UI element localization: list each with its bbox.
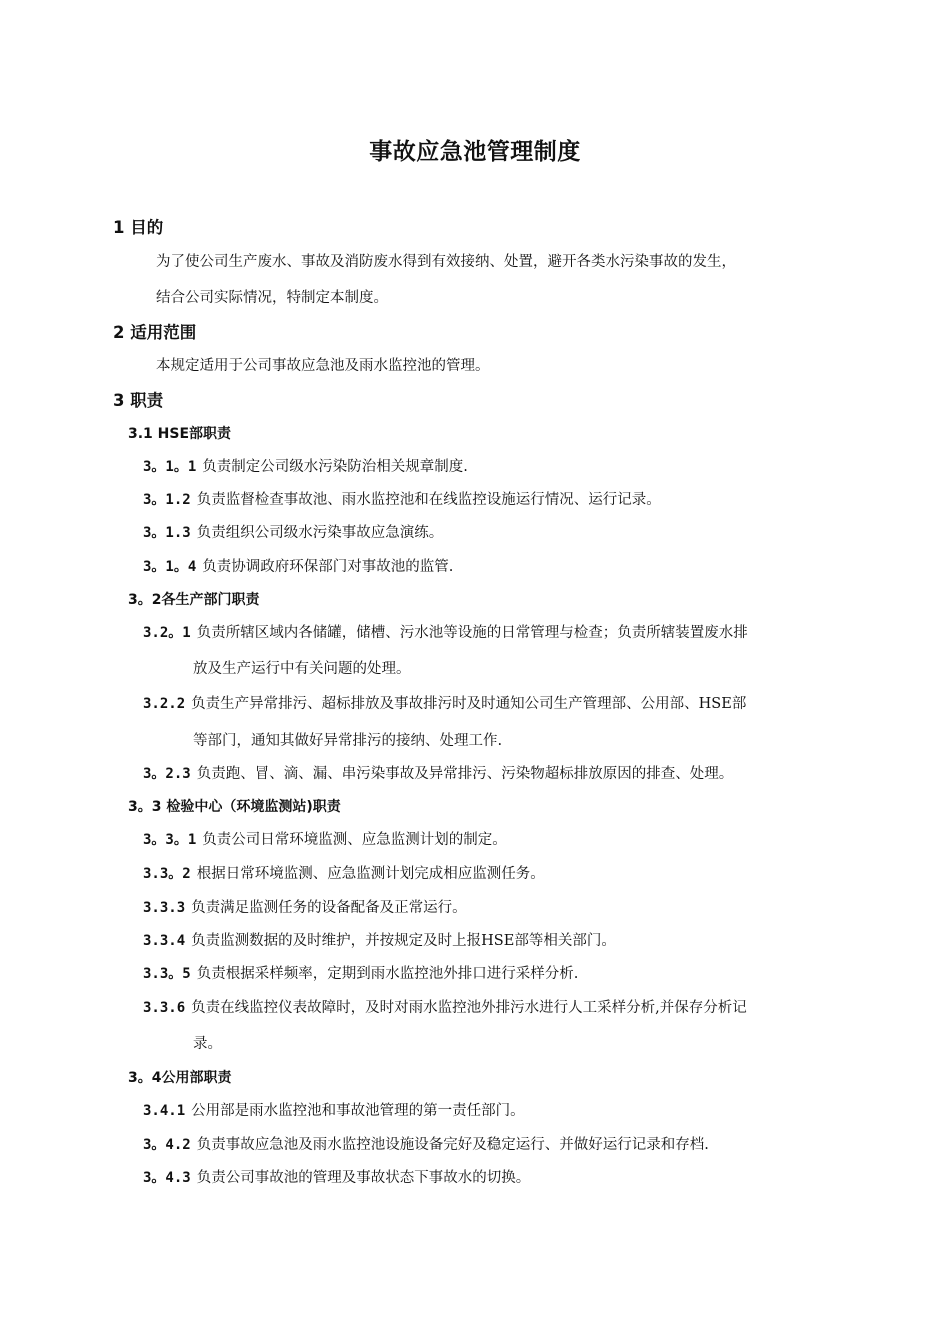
item-number: 3.3.6	[143, 1000, 186, 1016]
list-item	[143, 762, 733, 783]
list-item	[143, 455, 468, 476]
document-title: 事故应急池管理制度	[369, 139, 581, 165]
list-item	[143, 488, 661, 509]
item-text: 根据日常环境监测、应急监测计划完成相应监测任务。	[196, 866, 545, 882]
list-item	[143, 1133, 709, 1154]
item-number: 3。1。1	[143, 459, 197, 475]
list-item	[143, 521, 443, 542]
list-item	[143, 962, 578, 983]
item-number: 3。4.2	[143, 1137, 191, 1153]
item-text: 负责监督检查事故池、雨水监控池和在线监控设施运行情况、运行记录。	[196, 492, 661, 508]
item-text: 负责组织公司级水污染事故应急演练。	[196, 525, 444, 541]
subsection-3-2-heading: 3。2各生产部门职责	[128, 592, 260, 608]
item-number: 3.2.2	[143, 696, 186, 712]
item-text: 负责监测数据的及时维护，并按规定及时上报HSE部等相关部门。	[191, 933, 616, 949]
item-continuation: 等部门，通知其做好异常排污的接纳、处理工作.	[193, 733, 503, 749]
item-number: 3.3.3	[143, 900, 186, 916]
subsection-3-4-heading: 3。4公用部职责	[128, 1070, 232, 1086]
item-number: 3。1。4	[143, 559, 197, 575]
item-text: 负责事故应急池及雨水监控池设施设备完好及稳定运行、并做好运行记录和存档.	[196, 1137, 709, 1153]
item-number: 3。4.3	[143, 1170, 191, 1186]
item-number: 3.3。2	[143, 866, 191, 882]
item-number: 3.4.1	[143, 1103, 186, 1119]
section-1-line-2: 结合公司实际情况，特制定本制度。	[156, 290, 388, 306]
list-item	[143, 692, 746, 713]
list-item	[143, 996, 747, 1017]
section-3-heading: 3 职责	[113, 391, 164, 410]
item-number: 3。1.3	[143, 525, 191, 541]
list-item	[143, 862, 545, 883]
list-item	[143, 621, 748, 642]
item-number: 3.3。5	[143, 966, 191, 982]
item-number: 3。2.3	[143, 766, 191, 782]
item-number: 3。3。1	[143, 832, 197, 848]
item-text: 负责制定公司级水污染防治相关规章制度.	[202, 459, 468, 475]
subsection-3-3-heading: 3。3 检验中心（环境监测站)职责	[128, 799, 341, 815]
list-item	[143, 1166, 530, 1187]
section-1-heading: 1 目的	[113, 218, 164, 237]
section-2-heading: 2 适用范围	[113, 323, 197, 342]
item-text: 负责满足监测任务的设备配备及正常运行。	[191, 900, 467, 916]
section-2-line-1: 本规定适用于公司事故应急池及雨水监控池的管理。	[156, 358, 490, 374]
item-number: 3。1.2	[143, 492, 191, 508]
list-item	[143, 1099, 525, 1120]
item-text: 负责协调政府环保部门对事故池的监管.	[202, 559, 454, 575]
item-text: 负责公司事故池的管理及事故状态下事故水的切换。	[196, 1170, 531, 1186]
item-text: 公用部是雨水监控池和事故池管理的第一责任部门。	[191, 1103, 525, 1119]
section-1-line-1: 为了使公司生产废水、事故及消防废水得到有效接纳、处置，避开各类水污染事故的发生，	[156, 254, 736, 270]
item-continuation: 放及生产运行中有关问题的处理。	[193, 661, 411, 677]
item-number: 3.2。1	[143, 625, 191, 641]
item-text: 负责生产异常排污、超标排放及事故排污时及时通知公司生产管理部、公用部、HSE部	[191, 696, 747, 712]
item-text: 负责根据采样频率，定期到雨水监控池外排口进行采样分析.	[196, 966, 579, 982]
list-item	[143, 555, 453, 576]
list-item	[143, 896, 467, 917]
item-text: 负责所辖区域内各储罐，储槽、污水池等设施的日常管理与检查；负责所辖装置废水排	[196, 625, 748, 641]
item-text: 负责在线监控仪表故障时，及时对雨水监控池外排污水进行人工采样分析,并保存分析记	[191, 1000, 747, 1016]
item-number: 3.3.4	[143, 933, 186, 949]
item-text: 负责跑、冒、滴、漏、串污染事故及异常排污、污染物超标排放原因的排查、处理。	[196, 766, 734, 782]
list-item	[143, 828, 507, 849]
item-continuation: 录。	[193, 1036, 222, 1052]
list-item	[143, 929, 616, 950]
item-text: 负责公司日常环境监测、应急监测计划的制定。	[202, 832, 507, 848]
subsection-3-1-heading: 3.1 HSE部职责	[128, 426, 232, 442]
